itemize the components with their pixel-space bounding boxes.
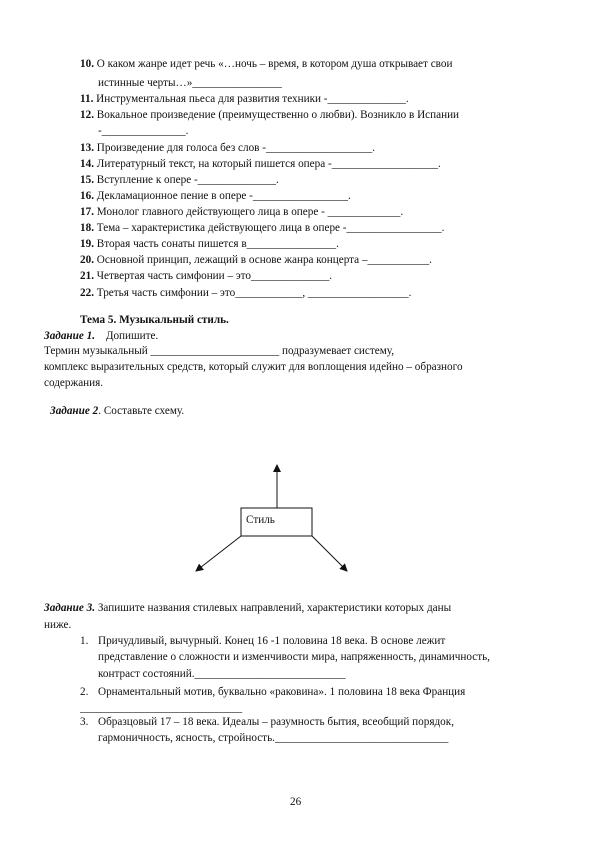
question-text: Литературный текст, на который пишется опера -___________________. xyxy=(96,158,441,170)
question-text: Инструментальная пьеса для развития техники -______________. xyxy=(96,93,409,105)
task-3-header xyxy=(44,602,451,615)
question-text: Основной принцип, лежащий в основе жанра концерта –___________. xyxy=(96,254,432,266)
task-3-label: Задание 3. xyxy=(44,602,96,614)
question-text: Третья часть симфонии – это____________, __________________. xyxy=(96,287,412,299)
question-text: Монолог главного действующего лица в опере - _____________. xyxy=(96,206,404,218)
question-number: 16. xyxy=(80,190,94,202)
task-1-line-2: комплекс выразительных средств, который служит для воплощения идейно – образного xyxy=(44,361,463,373)
question-number: 12. xyxy=(80,109,94,121)
question-text: Четвертая часть симфонии – это______________. xyxy=(96,270,333,282)
question-number: 15. xyxy=(80,174,94,186)
question-text: Вступление к опере -______________. xyxy=(96,174,279,186)
list-item-line: Образцовый 17 – 18 века. Идеалы – разумность бытия, всеобщий порядок, xyxy=(98,716,455,728)
question-10-continuation: истинные черты…»________________ xyxy=(98,77,282,89)
question-number: 13. xyxy=(80,142,94,154)
task-3-instruction-continuation: ниже. xyxy=(44,619,72,631)
question-text: Вокальное произведение (преимущественно о любви). Возникло в Испании xyxy=(96,109,460,121)
question-text: Вторая часть сонаты пишется в________________. xyxy=(96,238,339,250)
list-item-number: 1. xyxy=(80,635,89,647)
question-text: О каком жанре идет речь «…ночь – время, в котором душа открывает свои xyxy=(96,58,453,70)
task-2-label: Задание 2 xyxy=(50,405,99,417)
list-item-line: представление о сложности и изменчивости мира, напряженность, динамичность, xyxy=(98,651,490,663)
question-number: 19. xyxy=(80,238,94,250)
task-1-line-3: содержания. xyxy=(44,377,104,389)
question-number: 20. xyxy=(80,254,94,266)
task-1-line-1: Термин музыкальный _______________________ подразумевает систему, xyxy=(44,345,395,357)
list-item-line: Орнаментальный мотив, буквально «раковина». 1 половина 18 века Франция xyxy=(98,686,466,698)
question-text: Произведение для голоса без слов -___________________. xyxy=(96,142,376,154)
question-number: 21. xyxy=(80,270,94,282)
list-item-line: _____________________________ xyxy=(80,702,243,714)
list-item-line: Причудливый, вычурный. Конец 16 -1 половина 18 века. В основе лежит xyxy=(98,635,446,647)
question-number: 10. xyxy=(80,58,94,70)
task-1-label: Задание 1. xyxy=(44,330,96,342)
arrow-down-right xyxy=(312,536,347,571)
list-item-line: гармоничность, ясность, стройность._______________________________ xyxy=(98,732,449,744)
question-12-continuation: -_______________. xyxy=(98,125,189,137)
question-number: 18. xyxy=(80,222,94,234)
list-item-line: контраст состояний.___________________________ xyxy=(98,668,346,680)
question-number: 22. xyxy=(80,287,94,299)
topic-title: Тема 5. Музыкальный стиль. xyxy=(80,314,229,326)
task-2-instruction: . Составьте схему. xyxy=(98,405,185,417)
task-3-instruction: Запишите названия стилевых направлений, характеристики которых даны xyxy=(95,602,452,614)
question-number: 14. xyxy=(80,158,94,170)
question-text: Декламационное пение в опере -_________________. xyxy=(96,190,351,202)
question-number: 17. xyxy=(80,206,94,218)
list-item-number: 2. xyxy=(80,686,89,698)
style-box-label: Стиль xyxy=(246,514,275,526)
question-text: Тема – характеристика действующего лица в опере -_________________. xyxy=(96,222,445,234)
page-number: 26 xyxy=(290,796,302,808)
question-number: 11. xyxy=(80,93,94,105)
arrow-down-left xyxy=(196,536,241,571)
list-item-number: 3. xyxy=(80,716,89,728)
task-1-instruction: Допишите. xyxy=(105,330,159,342)
